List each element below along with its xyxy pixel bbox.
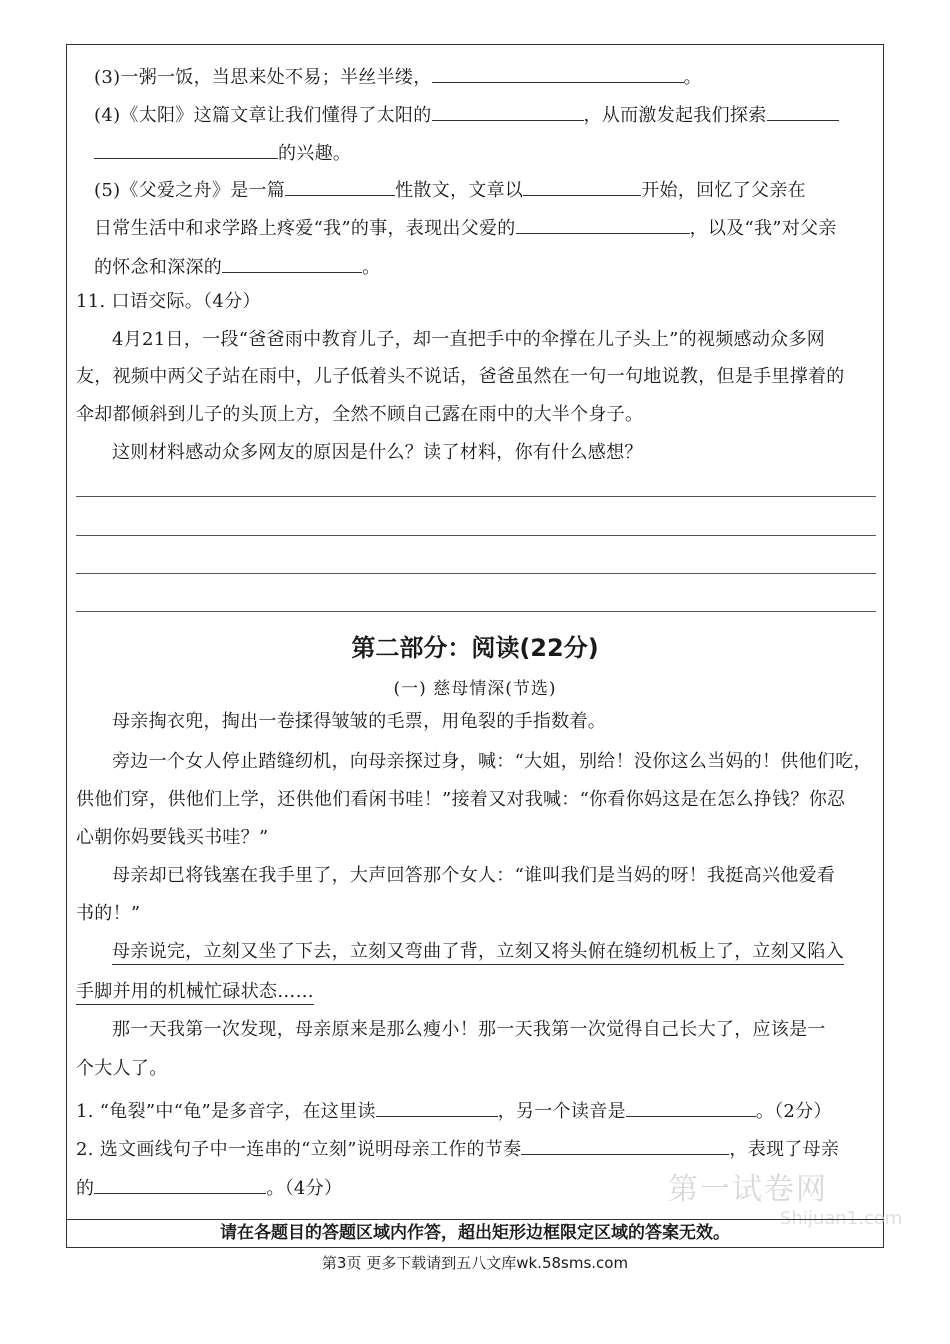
answer-blank[interactable] — [626, 1098, 756, 1117]
answer-blank[interactable] — [432, 64, 684, 83]
question-4-line1: (4)《太阳》这篇文章让我们懂得了太阳的 ，从而激发起我们探索 — [94, 102, 839, 128]
passage-paragraph: 母亲却已将钱塞在我手里了，大声回答那个女人：“谁叫我们是当妈的呀！我挺高兴他爱看 — [112, 865, 836, 886]
answer-blank[interactable] — [94, 1175, 266, 1194]
question-4-line2: 的兴趣。 — [94, 140, 351, 166]
question-3-end: 。 — [683, 67, 702, 88]
question-11-para2: 友，视频中两父子站在雨中，儿子低着头不说话，爸爸虽然在一句一句地说教，但是手里撑着的 — [76, 366, 845, 387]
question-11-para3: 伞却都倾斜到儿子的头顶上方，全然不顾自己露在雨中的大半个身子。 — [76, 404, 644, 425]
passage-paragraph: 书的！” — [76, 903, 141, 924]
question-5-line1: (5)《父爱之舟》是一篇 性散文，文章以 开始，回忆了父亲在 — [94, 177, 806, 203]
watermark: 第一试卷网 — [668, 1172, 828, 1207]
answer-blank[interactable] — [432, 102, 584, 121]
reading-question-2-line1: 2. 选文画线句子中一连串的“立刻”说明母亲工作的节奏 ，表现了母亲 — [76, 1136, 839, 1162]
question-5-line2: 日常生活中和求学路上疼爱“我”的事，表现出父爱的 ，以及“我”对父亲 — [94, 215, 837, 241]
underlined-sentence: 手脚并用的机械忙碌状态…… — [76, 980, 314, 1004]
question-11-para1: 4月21日，一段“爸爸雨中教育儿子，却一直把手中的伞撑在儿子头上”的视频感动众多网 — [112, 329, 826, 350]
passage-paragraph: 母亲掏衣兜，掏出一卷揉得皱皱的毛票，用龟裂的手指数着。 — [112, 711, 607, 732]
question-5-line3: 的怀念和深深的 。 — [94, 254, 380, 280]
answer-blank[interactable] — [767, 102, 839, 121]
answer-blank[interactable] — [521, 1136, 729, 1155]
passage-paragraph: 个大人了。 — [76, 1058, 168, 1079]
answer-line[interactable] — [76, 496, 876, 497]
part2-title: 第二部分：阅读(22分) — [351, 634, 599, 662]
answer-line[interactable] — [76, 573, 876, 574]
answer-blank[interactable] — [523, 177, 641, 196]
reading-question-1: 1. “龟裂”中“龟”是多音字，在这里读 ，另一个读音是 。（2分） — [76, 1098, 832, 1124]
underlined-sentence: 母亲说完，立刻又坐了下去，立刻又弯曲了背，立刻又将头俯在缝纫机板上了，立刻又陷入 — [112, 940, 844, 964]
reading-question-2-line2: 的 。（4分） — [76, 1175, 342, 1201]
passage-paragraph: 供他们穿，供他们上学，还供他们看闲书哇！”接着又对我喊：“你看你妈这是在怎么挣钱？你忍 — [76, 789, 846, 810]
answer-area-notice: 请在各题目的答题区域内作答，超出矩形边框限定区域的答案无效。 — [66, 1219, 884, 1248]
passage-paragraph: 那一天我第一次发现，母亲原来是那么瘦小！那一天我第一次觉得自己长大了，应该是一 — [112, 1019, 826, 1040]
answer-line[interactable] — [76, 611, 876, 612]
passage-title: (一) 慈母情深(节选) — [393, 679, 557, 699]
question-11-title: 11. 口语交际。（4分） — [76, 291, 261, 312]
passage-paragraph: 心朝你妈要钱买书哇？” — [76, 827, 269, 848]
question-3 — [94, 64, 702, 90]
watermark-sub: Shijuan1.com — [780, 1208, 903, 1229]
page-footer: 第3页 更多下载请到五八文库wk.58sms.com — [321, 1254, 629, 1272]
question-3-text: (3)一粥一饭，当思来处不易；半丝半缕， — [94, 67, 432, 88]
answer-blank[interactable] — [94, 140, 278, 159]
answer-blank[interactable] — [516, 215, 690, 234]
passage-paragraph: 旁边一个女人停止踏缝纫机，向母亲探过身，喊：“大姐，别给！没你这么当妈的！供他们吃， — [112, 751, 872, 772]
answer-line[interactable] — [76, 535, 876, 536]
answer-blank[interactable] — [285, 177, 395, 196]
question-11-prompt: 这则材料感动众多网友的原因是什么？读了材料，你有什么感想？ — [112, 442, 643, 463]
answer-blank[interactable] — [376, 1098, 498, 1117]
answer-blank[interactable] — [222, 254, 362, 273]
